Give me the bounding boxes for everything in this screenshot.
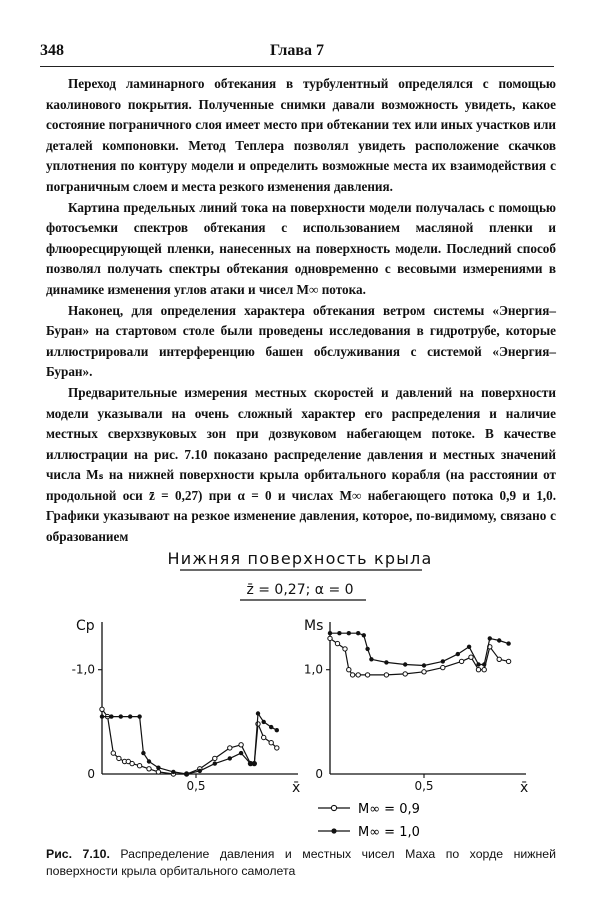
- ms-data-point-m09: [459, 659, 463, 663]
- legend: [318, 802, 420, 840]
- cp-data-point-m09: [156, 770, 160, 774]
- ms-data-point-m09: [328, 636, 332, 640]
- body-text: [46, 74, 556, 548]
- header-rule: [40, 66, 554, 67]
- caption-text: Распределение давления и местных чисел Маха по хорде нижней поверхности крыла орбитального самолета: [46, 847, 556, 878]
- ms-data-point-m10: [337, 631, 341, 635]
- paragraph: Картина предельных линий тока на поверхности модели получалась с помощью фотосъемки спектров обтекания с использованием масляной пленки и флюоресцирующей пленки, нанесенных на поверхность модели. Последний способ позволял получать спектры обтекания одновременно с весовыми измерениями в динамике изменения углов атаки и чисел M∞ потока.: [46, 199, 556, 297]
- ms-data-point-m10: [456, 652, 460, 656]
- ms-data-point-m09: [343, 647, 347, 651]
- ms-data-point-m09: [482, 668, 486, 672]
- x-axis-label: x̄: [520, 780, 529, 796]
- cp-data-point-m10: [248, 761, 252, 765]
- cp-data-point-m09: [269, 741, 273, 745]
- ms-data-point-m10: [488, 636, 492, 640]
- cp-data-point-m09: [262, 735, 266, 739]
- ms-data-point-m10: [497, 638, 501, 642]
- legend-label: M∞ = 1,0: [358, 825, 420, 840]
- cp-data-point-m09: [100, 707, 104, 711]
- caption-label: Рис. 7.10.: [46, 847, 110, 861]
- cp-data-point-m10: [147, 759, 151, 763]
- cp-data-point-m10: [128, 714, 132, 718]
- ms-data-point-m09: [365, 673, 369, 677]
- y-tick-label: 1,0: [303, 662, 323, 677]
- cp-data-point-m09: [137, 764, 141, 768]
- cp-data-point-m09: [117, 756, 121, 760]
- y-axis-label: Ms: [304, 618, 324, 634]
- x-tick-label: 0,5: [186, 779, 206, 793]
- y-tick-label: 0: [87, 767, 95, 781]
- paragraph: Наконец, для определения характера обтекания ветром системы «Энергия–Буран» на стартовом столе были проведены исследования в гидротрубе, которые иллюстрировали интерференцию башен обслуживания с системой «Энергия–Буран».: [46, 302, 556, 380]
- ms-data-point-m09: [506, 659, 510, 663]
- paragraph: Предварительные измерения местных скоростей и давлений на поверхности модели указывали на очень сложный характер его распределения и наличие местных сверхзвуковых зон при дозвуковом набегающем потоке. В качестве иллюстрации на рис. 7.10 показано распределение давления и местных значений числа Mₛ на нижней поверхности крыла орбитального корабля (на расстоянии от продольной оси z̄ = 0,27) при α = 0 и числах M∞ набегающего потока 0,9 и 1,0. Графики указывают на резкое изменение давления, которое, по-видимому, связано с образованием: [46, 384, 556, 545]
- ms-data-point-m10: [467, 645, 471, 649]
- ms-data-point-m09: [422, 670, 426, 674]
- ms-data-point-m10: [384, 660, 388, 664]
- cp-data-point-m09: [147, 767, 151, 771]
- ms-data-point-m10: [482, 662, 486, 666]
- cp-data-point-m10: [275, 728, 279, 732]
- ms-data-point-m09: [403, 672, 407, 676]
- plot-ms: [304, 618, 528, 796]
- figure-title: Нижняя поверхность крыла: [167, 549, 433, 568]
- x-axis-label: x̄: [292, 780, 301, 796]
- cp-data-point-m10: [256, 711, 260, 715]
- cp-data-point-m09: [130, 761, 134, 765]
- ms-data-point-m09: [335, 641, 339, 645]
- legend-item-m09: [318, 802, 420, 817]
- ms-data-point-m09: [469, 655, 473, 659]
- cp-data-point-m10: [228, 756, 232, 760]
- ms-data-point-m10: [328, 631, 332, 635]
- cp-data-point-m10: [141, 751, 145, 755]
- ms-data-point-m10: [422, 663, 426, 667]
- cp-data-point-m09: [275, 746, 279, 750]
- ms-data-point-m10: [441, 659, 445, 663]
- ms-data-point-m10: [356, 631, 360, 635]
- cp-data-point-m09: [239, 743, 243, 747]
- figure-caption: [46, 846, 556, 880]
- legend-label: M∞ = 0,9: [358, 802, 420, 817]
- y-tick-label: -1,0: [71, 662, 95, 677]
- cp-data-point-m10: [184, 772, 188, 776]
- cp-data-point-m10: [262, 720, 266, 724]
- y-tick-label: 0: [315, 767, 323, 781]
- cp-data-point-m09: [111, 751, 115, 755]
- ms-data-point-m10: [506, 641, 510, 645]
- ms-data-point-m09: [476, 668, 480, 672]
- cp-data-point-m09: [228, 746, 232, 750]
- ms-series-line-m10: [330, 633, 509, 665]
- figure-7-10: [40, 548, 560, 848]
- cp-data-point-m10: [171, 770, 175, 774]
- plot-cp: [72, 618, 301, 796]
- ms-data-point-m10: [365, 647, 369, 651]
- filled-dot-marker-icon: [331, 828, 336, 833]
- chapter-title: Глава 7: [270, 42, 324, 59]
- figure-subtitle: z̄ = 0,27; α = 0: [246, 582, 354, 598]
- paragraph: Переход ламинарного обтекания в турбулентный определялся с помощью каолинового покрытия. Полученные снимки давали возможность увидеть, какое состояние пограничного слоя имеет место при обтекании тех или иных участков или деталей компоновки. Метод Теплера позволял увидеть расположение скачков уплотнения по контуру модели и определить возможные места их взаимодействия с пограничным слоем и места резкого изменения давления.: [46, 76, 556, 194]
- legend-item-m10: [318, 825, 420, 840]
- cp-data-point-m10: [269, 725, 273, 729]
- cp-data-point-m10: [119, 714, 123, 718]
- ms-data-point-m09: [347, 668, 351, 672]
- cp-data-point-m10: [137, 714, 141, 718]
- cp-data-point-m09: [213, 756, 217, 760]
- running-header: [40, 42, 554, 64]
- cp-data-point-m09: [256, 722, 260, 726]
- figure-canvas: [40, 548, 560, 848]
- ms-data-point-m09: [356, 673, 360, 677]
- ms-data-point-m10: [476, 662, 480, 666]
- ms-data-point-m09: [350, 673, 354, 677]
- cp-data-point-m10: [100, 714, 104, 718]
- ms-data-point-m09: [384, 673, 388, 677]
- cp-data-point-m10: [198, 769, 202, 773]
- cp-data-point-m10: [252, 761, 256, 765]
- open-circle-marker-icon: [331, 805, 336, 810]
- ms-data-point-m10: [403, 662, 407, 666]
- cp-data-point-m10: [109, 714, 113, 718]
- cp-data-point-m10: [213, 761, 217, 765]
- page-number: 348: [40, 42, 64, 59]
- x-tick-label: 0,5: [414, 779, 434, 793]
- cp-data-point-m10: [156, 766, 160, 770]
- ms-data-point-m09: [441, 665, 445, 669]
- y-axis-label: Cp: [76, 618, 95, 634]
- cp-data-point-m10: [239, 751, 243, 755]
- ms-data-point-m10: [369, 657, 373, 661]
- ms-data-point-m09: [497, 657, 501, 661]
- ms-data-point-m10: [347, 631, 351, 635]
- ms-data-point-m10: [362, 633, 366, 637]
